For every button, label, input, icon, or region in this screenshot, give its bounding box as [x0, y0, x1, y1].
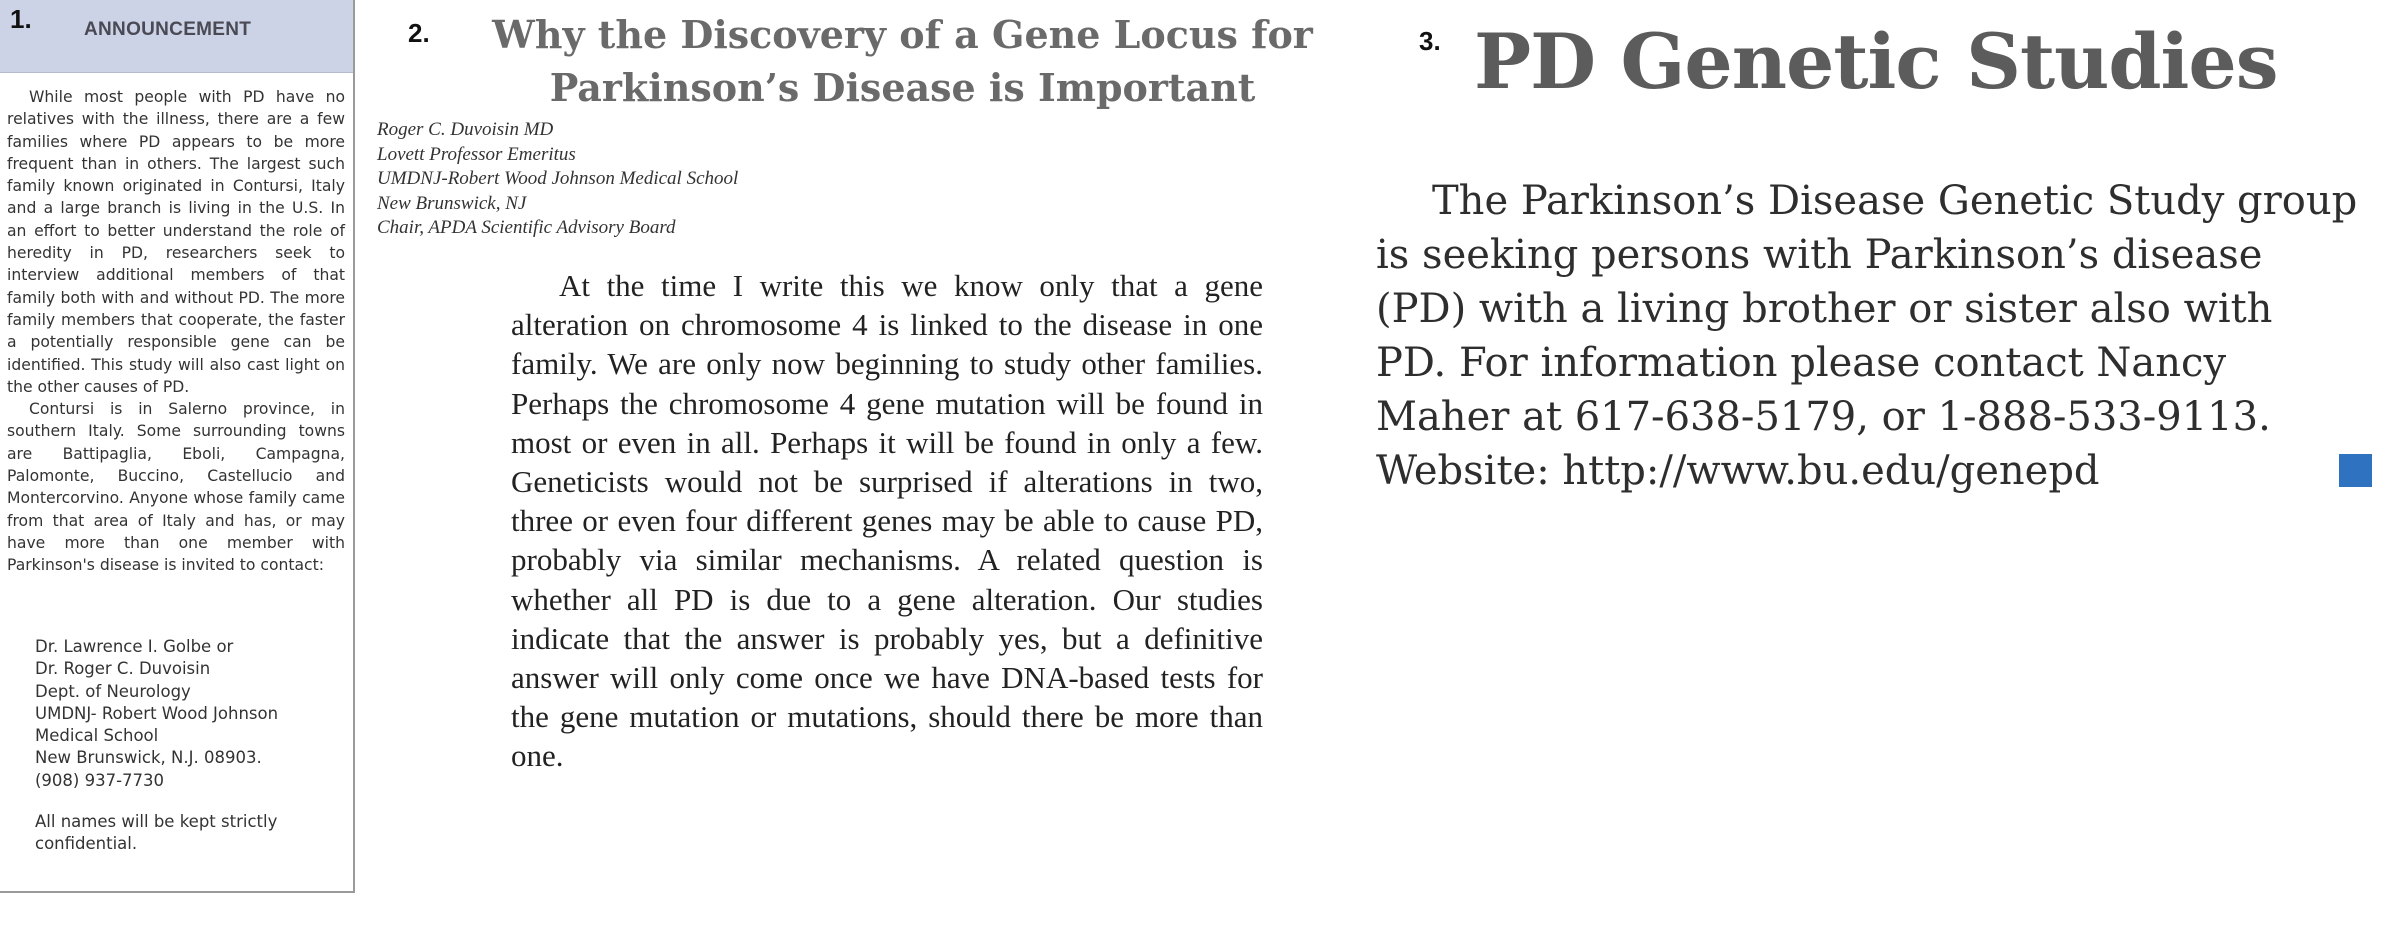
contact-block — [35, 636, 335, 792]
contact-phone: (908) 937-7730 — [35, 770, 165, 790]
byline-line: Chair, APDA Scientific Advisory Board — [377, 217, 676, 239]
confidentiality-note: All names will be kept strictly confidential. — [35, 812, 278, 854]
genetic-studies-line: The Parkinson’s Disease Genetic Study group — [1432, 178, 2358, 224]
contact-line: Dept. of Neurology — [35, 681, 191, 701]
announcement-panel — [0, 0, 355, 893]
genetic-studies-line: PD. For information please contact Nancy — [1376, 340, 2227, 386]
article-title — [470, 8, 1335, 114]
website-line: Website: http://www.bu.edu/genepd — [1376, 448, 2100, 494]
byline-line: New Brunswick, NJ — [377, 192, 527, 214]
byline-line: Roger C. Duvoisin MD — [377, 119, 554, 140]
end-mark-square — [2339, 454, 2372, 487]
announcement-body — [7, 86, 345, 577]
contact-line: Dr. Lawrence I. Golbe or — [35, 637, 234, 656]
author-byline — [377, 118, 738, 241]
contact-line: Medical School — [35, 726, 159, 746]
contact-line: UMDNJ- Robert Wood Johnson — [35, 703, 279, 723]
article-title-line-2: Parkinson’s Disease is Important — [549, 65, 1256, 110]
genetic-studies-body — [1376, 174, 2371, 498]
genetic-studies-line: (PD) with a living brother or sister also with — [1376, 286, 2273, 332]
announcement-paragraph-1: While most people with PD have no relatives with the illness, there are a few families where PD appears to be more frequent than in others. The largest such family known originated in Contursi, Italy and a large branch is living in the U.S. In an effort to better understand the role of heredity in PD, researchers seek to interview additional members of that family both with and without PD. The more family members that cooperate, the faster a potentially responsible gene can be identified. This study will also cast light on the other causes of PD. — [7, 88, 345, 396]
announcement-header — [0, 0, 353, 73]
announcement-heading: ANNOUNCEMENT — [84, 19, 252, 40]
panel-1-number: 1. — [10, 4, 32, 34]
article-title-line-1: Why the Discovery of a Gene Locus for — [492, 12, 1313, 57]
article-body — [511, 266, 1263, 776]
panel-2-number: 2. — [408, 18, 430, 48]
contact-line: New Brunswick, N.J. 08903. — [35, 748, 262, 768]
contact-line: Dr. Roger C. Duvoisin — [35, 659, 211, 679]
genetic-studies-line: is seeking persons with Parkinson’s disease — [1376, 232, 2263, 278]
genetic-studies-line: Maher at 617-638-5179, or 1-888-533-9113. — [1376, 394, 2271, 440]
byline-line: Lovett Professor Emeritus — [377, 143, 576, 165]
byline-line: UMDNJ-Robert Wood Johnson Medical School — [377, 168, 739, 190]
panel-3-number: 3. — [1419, 26, 1441, 56]
genetic-studies-title: PD Genetic Studies — [1474, 17, 2278, 106]
announcement-paragraph-2: Contursi is in Salerno province, in southern Italy. Some surrounding towns are Battipaglia, Eboli, Campagna, Palomonte, Buccino, Castellucio and Montercorvino. Anyone whose family came from that area of Italy and has, or may have more than one member with Parkinson's disease is invited to contact: — [7, 400, 345, 575]
article-paragraph: At the time I write this we know only that a gene alteration on chromosome 4 is linked to the disease in one family. We are only now beginning to study other families. Perhaps the chromosome 4 gene mutation will be found in most or even in all. Perhaps it will be found in only a few. Geneticists would not be surprised if alterations in two, three or even four different genes may be able to cause PD, probably via similar mechanisms. A related question is whether all PD is due to a gene alteration. Our studies indicate that the answer is probably yes, but a definitive answer will only come once we have DNA-based tests for the gene mutation or mutations, should there be more than one. — [511, 268, 1263, 774]
